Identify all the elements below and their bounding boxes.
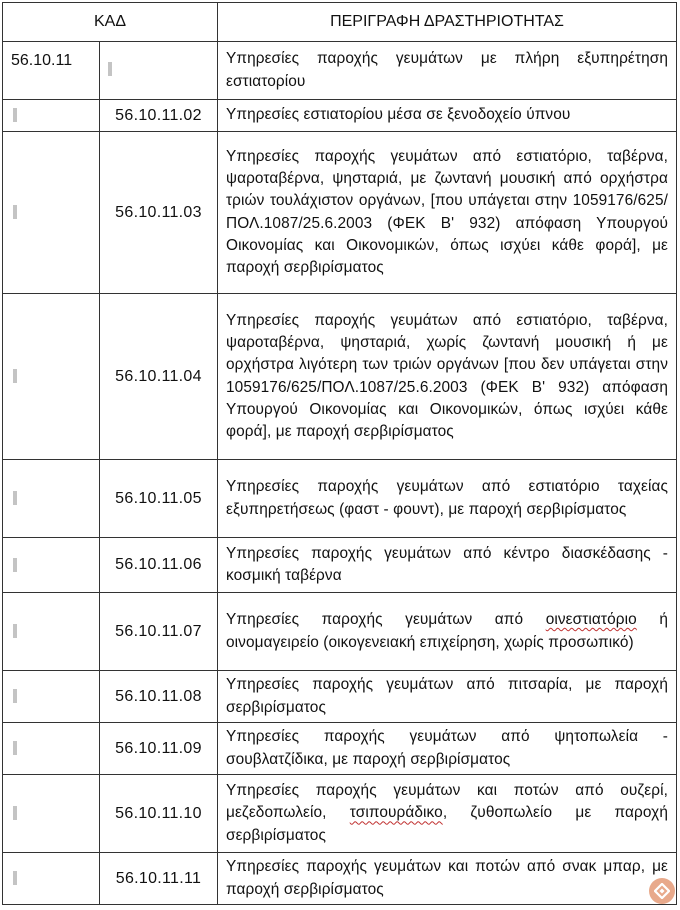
table-header-row xyxy=(3,3,677,42)
kad-cell: 56.10.11.07 xyxy=(100,593,218,671)
cell-marker xyxy=(108,62,112,76)
marker-cell xyxy=(3,593,100,671)
description-cell: Υπηρεσίες παροχής γευμάτων και ποτών από σνακ μπαρ, με παροχή σερβιρίσματος xyxy=(218,853,677,905)
cell-marker xyxy=(13,108,17,122)
marker-cell xyxy=(3,538,100,593)
description-cell: Υπηρεσίες παροχής γευμάτων από κέντρο διασκέδασης - κοσμική ταβέρνα xyxy=(218,538,677,593)
table-row xyxy=(3,42,677,100)
table-row xyxy=(3,671,677,723)
description-text: ή οινομαγειρείο (οικογενειακή επιχείρηση, χωρίς προσωπικό) xyxy=(226,611,668,651)
description-text: Υπηρεσίες παροχής γευμάτων και ποτών από ουζερί, μεζεδοπωλείο, xyxy=(226,782,668,822)
description-cell xyxy=(218,593,677,671)
table-row xyxy=(3,593,677,671)
kad-cell: 56.10.11.05 xyxy=(100,460,218,538)
kad-cell: 56.10.11.11 xyxy=(100,853,218,905)
marker-cell xyxy=(3,460,100,538)
kad-cell: 56.10.11.08 xyxy=(100,671,218,723)
table-row xyxy=(3,460,677,538)
description-text: Υπηρεσίες παροχής γευμάτων από xyxy=(226,611,524,629)
cell-marker xyxy=(13,689,17,703)
header-description: ΠΕΡΙΓΡΑΦΗ ΔΡΑΣΤΗΡΙΟΤΗΤΑΣ xyxy=(218,3,677,42)
marker-cell xyxy=(3,100,100,132)
marker-cell xyxy=(3,671,100,723)
cell-marker xyxy=(13,741,17,755)
table-row xyxy=(3,723,677,775)
description-cell: Υπηρεσίες παροχής γευμάτων από εστιατόριο, ταβέρνα, ψαροταβέρνα, ψησταριά, με ζωντανή μουσική από ορχήστρα τριών τουλάχιστον οργάνων, [που υπάγεται στην 1059176/625/ΠΟΛ.1087/25.6.2003 (ΦΕΚ Β' 932) απόφαση Υπουργού Οικονομίας και Οικονομικών, όπως ισχύει κάθε φορά], με παροχή σερβιρίσματος xyxy=(218,132,677,294)
kad-cell: 56.10.11.09 xyxy=(100,723,218,775)
cell-marker xyxy=(13,806,17,820)
diamond-logo-icon xyxy=(649,878,675,904)
header-kad: ΚΑΔ xyxy=(3,3,218,42)
table-row xyxy=(3,100,677,132)
description-cell xyxy=(218,775,677,853)
empty-cell xyxy=(100,42,218,100)
marker-cell xyxy=(3,294,100,460)
description-cell: Υπηρεσίες παροχής γευμάτων από εστιατόριο, ταβέρνα, ψαροταβέρνα, ψησταριά, χωρίς ζωντανή μουσική ή με ορχήστρα λιγότερη των τριών οργάνων [που δεν υπάγεται στην 1059176/625/ΠΟΛ.1087/25.6.2003 (ΦΕΚ Β' 932) απόφαση Υπουργού Οικονομίας και Οικονομικών, όπως ισχύει κάθε φορά], με παροχή σερβιρίσματος xyxy=(218,294,677,460)
cell-marker xyxy=(13,205,17,219)
table-row xyxy=(3,853,677,905)
kad-cell: 56.10.11.10 xyxy=(100,775,218,853)
kad-cell: 56.10.11.04 xyxy=(100,294,218,460)
table-row xyxy=(3,775,677,853)
spellcheck-word: οινεστιατόριο xyxy=(545,611,637,629)
description-cell: Υπηρεσίες παροχής γευμάτων από ψητοπωλεία - σουβλατζίδικα, με παροχή σερβιρίσματος xyxy=(218,723,677,775)
description-text: , ζυθοπωλείο με παροχή σερβιρίσματος xyxy=(226,804,668,844)
table-row xyxy=(3,294,677,460)
cell-marker xyxy=(13,871,17,885)
description-cell: Υπηρεσίες παροχής γευμάτων με πλήρη εξυπηρέτηση εστιατορίου xyxy=(218,42,677,100)
marker-cell xyxy=(3,132,100,294)
cell-marker xyxy=(13,491,17,505)
kad-cell: 56.10.11.03 xyxy=(100,132,218,294)
cell-marker xyxy=(13,369,17,383)
table-row xyxy=(3,132,677,294)
activity-codes-table xyxy=(2,2,677,905)
spellcheck-word: τσιπουράδικο xyxy=(349,804,443,822)
marker-cell xyxy=(3,723,100,775)
table-row xyxy=(3,538,677,593)
kad-cell: 56.10.11.06 xyxy=(100,538,218,593)
cell-marker xyxy=(13,624,17,638)
description-cell: Υπηρεσίες εστιατορίου μέσα σε ξενοδοχείο ύπνου xyxy=(218,100,677,132)
description-cell: Υπηρεσίες παροχής γευμάτων από πιτσαρία, με παροχή σερβιρίσματος xyxy=(218,671,677,723)
kad-cell: 56.10.11.02 xyxy=(100,100,218,132)
marker-cell xyxy=(3,853,100,905)
kad-cell: 56.10.11 xyxy=(3,42,100,100)
cell-marker xyxy=(13,558,17,572)
description-cell: Υπηρεσίες παροχής γευμάτων από εστιατόριο ταχείας εξυπηρετήσεως (φαστ - φουντ), με παροχή σερβιρίσματος xyxy=(218,460,677,538)
marker-cell xyxy=(3,775,100,853)
